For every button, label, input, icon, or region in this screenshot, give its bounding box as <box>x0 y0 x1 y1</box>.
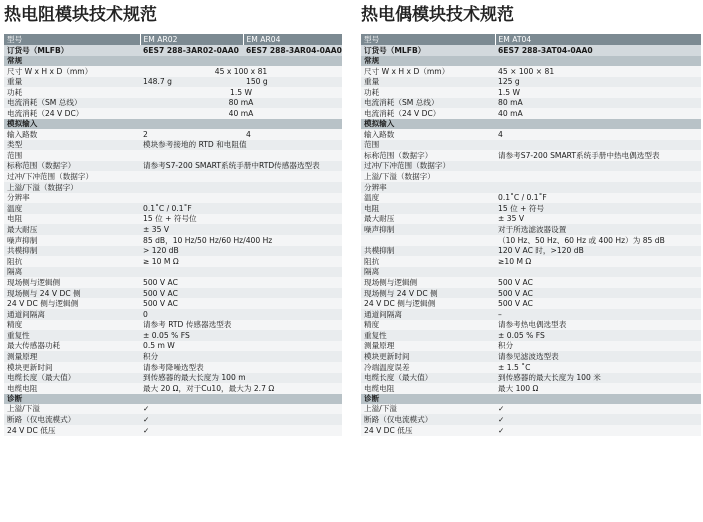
spec-label: 隔离 <box>4 267 140 278</box>
spec-label: 最大耐压 <box>4 224 140 235</box>
spec-value: 500 V AC <box>495 298 701 309</box>
spec-row <box>361 224 701 235</box>
spec-label: 电阻 <box>4 214 140 225</box>
spec-label: 通道间隔离 <box>361 309 495 320</box>
table-header-row <box>361 34 701 45</box>
spec-label: 重复性 <box>4 330 140 341</box>
order-label: 订货号（MLFB） <box>4 45 140 56</box>
spec-row <box>4 383 342 394</box>
spec-label: 分辨率 <box>361 182 495 193</box>
spec-value: 45 x 100 x 81 <box>140 66 342 77</box>
spec-label: 电流消耗（24 V DC） <box>4 108 140 119</box>
section-header <box>361 394 701 404</box>
spec-label: 上溢/下溢 <box>361 404 495 415</box>
model-at04: EM AT04 <box>495 34 701 45</box>
spec-row <box>4 373 342 384</box>
spec-value: 请参考S7-200 SMART系统手册中热电偶选型表 <box>495 150 701 161</box>
spec-row <box>361 341 701 352</box>
spec-value-ar02: 148.7 g <box>140 77 243 88</box>
spec-row <box>361 373 701 384</box>
spec-label: 现场侧与 24 V DC 侧 <box>4 288 140 299</box>
spec-row <box>361 288 701 299</box>
spec-value <box>495 161 701 172</box>
spec-row <box>4 267 342 278</box>
spec-label: 标称范围（数据字） <box>4 161 140 172</box>
spec-value: ✓ <box>140 404 342 415</box>
spec-value: 125 g <box>495 77 701 88</box>
spec-value <box>140 267 342 278</box>
spec-value: – <box>495 309 701 320</box>
spec-label: 功耗 <box>4 87 140 98</box>
spec-label: 模块更新时间 <box>361 351 495 362</box>
section-title: 模拟输入 <box>4 119 342 129</box>
spec-row <box>361 98 701 109</box>
spec-label: 重复性 <box>361 330 495 341</box>
spec-row <box>4 66 342 77</box>
spec-row <box>4 150 342 161</box>
spec-value: 40 mA <box>495 108 701 119</box>
spec-row <box>361 414 701 425</box>
spec-row <box>361 277 701 288</box>
header-label: 型号 <box>361 34 495 45</box>
thermocouple-spec-table <box>361 34 701 436</box>
spec-value: 1.5 W <box>140 87 342 98</box>
spec-row <box>361 108 701 119</box>
spec-label: 模块更新时间 <box>4 362 140 373</box>
spec-label: 现场侧与 24 V DC 侧 <box>361 288 495 299</box>
spec-value: > 120 dB <box>140 246 342 257</box>
section-header <box>361 56 701 66</box>
spec-row-continued <box>361 235 701 246</box>
spec-value: 500 V AC <box>495 277 701 288</box>
spec-value: 80 mA <box>140 98 342 109</box>
spec-label: 范围 <box>4 150 140 161</box>
spec-label: 分辨率 <box>4 193 140 204</box>
spec-label: 测量原理 <box>4 351 140 362</box>
spec-row <box>361 182 701 193</box>
spec-row <box>4 77 342 88</box>
spec-label: 输入路数 <box>4 129 140 140</box>
spec-value: ± 1.5 ˚C <box>495 362 701 373</box>
spec-label: 电阻 <box>361 203 495 214</box>
spec-label: 温度 <box>361 193 495 204</box>
spec-label: 共模抑制 <box>4 246 140 257</box>
spec-value: ✓ <box>140 425 342 436</box>
spec-row <box>361 140 701 151</box>
spec-label: 重量 <box>4 77 140 88</box>
spec-value: 4 <box>495 129 701 140</box>
spec-value: 对于所选滤波器设置 <box>495 224 701 235</box>
spec-label: 电缆电阻 <box>361 383 495 394</box>
thermocouple-spec-title: 热电偶模块技术规范 <box>361 5 514 25</box>
spec-label: 现场侧与逻辑侧 <box>4 277 140 288</box>
spec-label: 上溢/下溢（数据字） <box>4 182 140 193</box>
spec-row <box>361 129 701 140</box>
section-title: 常规 <box>361 56 701 66</box>
spec-value: ± 35 V <box>495 214 701 225</box>
spec-row <box>361 320 701 331</box>
order-number-row <box>4 45 342 56</box>
spec-label: 冷端温度误差 <box>361 362 495 373</box>
spec-label: 阻抗 <box>4 256 140 267</box>
spec-label: 上溢/下溢（数据字） <box>361 171 495 182</box>
spec-row <box>361 256 701 267</box>
model-ar04: EM AR04 <box>243 34 342 45</box>
spec-value: ≥ 10 M Ω <box>140 256 342 267</box>
spec-value: ± 0.05 % FS <box>140 330 342 341</box>
spec-row <box>4 330 342 341</box>
spec-label: 过冲/下冲范围（数据字） <box>361 161 495 172</box>
spec-row <box>4 404 342 415</box>
spec-label: 测量原理 <box>361 341 495 352</box>
spec-row <box>4 309 342 320</box>
spec-value <box>140 171 342 182</box>
spec-value <box>495 267 701 278</box>
spec-value: 到传感器的最大长度为 100 m <box>140 373 342 384</box>
spec-row <box>4 193 342 204</box>
spec-label: 现场侧与逻辑侧 <box>361 277 495 288</box>
spec-value: 500 V AC <box>140 277 342 288</box>
section-title: 诊断 <box>4 394 342 404</box>
spec-label: 类型 <box>4 140 140 151</box>
spec-value: 最大 100 Ω <box>495 383 701 394</box>
spec-value: 请参考热电偶选型表 <box>495 320 701 331</box>
spec-label: 过冲/下冲范围（数据字） <box>4 171 140 182</box>
spec-label: 上溢/下溢 <box>4 404 140 415</box>
rtd-spec-title: 热电阻模块技术规范 <box>4 5 157 25</box>
spec-row <box>361 66 701 77</box>
spec-label: 最大耐压 <box>361 214 495 225</box>
spec-label: 24 V DC 低压 <box>4 425 140 436</box>
spec-row <box>4 129 342 140</box>
spec-value: 120 V AC 时，>120 dB <box>495 246 701 257</box>
header-label: 型号 <box>4 34 140 45</box>
spec-row <box>4 214 342 225</box>
spec-label: 电缆长度（最大值） <box>361 373 495 384</box>
spec-row <box>361 214 701 225</box>
spec-value <box>495 140 701 151</box>
spec-row <box>361 383 701 394</box>
spec-label: 阻抗 <box>361 256 495 267</box>
spec-value: ± 0.05 % FS <box>495 330 701 341</box>
spec-label: 噪声抑制 <box>4 235 140 246</box>
section-header <box>4 119 342 129</box>
spec-label: 重量 <box>361 77 495 88</box>
spec-label: 功耗 <box>361 87 495 98</box>
section-title: 诊断 <box>361 394 701 404</box>
spec-row <box>4 203 342 214</box>
spec-value <box>140 193 342 204</box>
spec-label: 标称范围（数据字） <box>361 150 495 161</box>
spec-value-continued: （10 Hz、50 Hz、60 Hz 或 400 Hz）为 85 dB <box>495 235 701 246</box>
spec-value <box>140 150 342 161</box>
model-ar02: EM AR02 <box>140 34 243 45</box>
spec-label: 电缆长度（最大值） <box>4 373 140 384</box>
spec-value: ✓ <box>495 425 701 436</box>
spec-label: 电流消耗（SM 总线） <box>4 98 140 109</box>
spec-value: 0.5 m W <box>140 341 342 352</box>
spec-label: 24 V DC 低压 <box>361 425 495 436</box>
spec-row <box>4 161 342 172</box>
spec-row <box>361 161 701 172</box>
spec-value: 最大 20 Ω，对于Cu10，最大为 2.7 Ω <box>140 383 342 394</box>
spec-value: 500 V AC <box>140 288 342 299</box>
spec-label: 断路（仅电流模式） <box>361 414 495 425</box>
spec-label: 温度 <box>4 203 140 214</box>
spec-value: ≥10 M Ω <box>495 256 701 267</box>
spec-value: 请参考 RTD 传感器选型表 <box>140 320 342 331</box>
spec-value <box>140 182 342 193</box>
spec-value: ✓ <box>495 404 701 415</box>
order-number-row <box>361 45 701 56</box>
spec-label: 断路（仅电流模式） <box>4 414 140 425</box>
spec-value: 85 dB，10 Hz/50 Hz/60 Hz/400 Hz <box>140 235 342 246</box>
spec-value: 请参考S7-200 SMART系统手册中RTD传感器选型表 <box>140 161 342 172</box>
spec-value: ✓ <box>140 414 342 425</box>
spec-value: ✓ <box>495 414 701 425</box>
spec-value <box>495 171 701 182</box>
spec-label: 24 V DC 侧与逻辑侧 <box>361 298 495 309</box>
spec-label: 隔离 <box>361 267 495 278</box>
spec-value: 500 V AC <box>495 288 701 299</box>
spec-row <box>4 351 342 362</box>
spec-row <box>361 171 701 182</box>
spec-label: 共模抑制 <box>361 246 495 257</box>
section-header <box>4 56 342 66</box>
spec-value: 积分 <box>140 351 342 362</box>
spec-value: 0.1˚C / 0.1˚F <box>495 193 701 204</box>
spec-row <box>4 288 342 299</box>
spec-value: ± 35 V <box>140 224 342 235</box>
spec-value: 请参考降噪选型表 <box>140 362 342 373</box>
spec-row <box>4 98 342 109</box>
spec-value: 40 mA <box>140 108 342 119</box>
spec-row <box>4 171 342 182</box>
spec-row <box>361 351 701 362</box>
spec-label: 精度 <box>4 320 140 331</box>
spec-value: 80 mA <box>495 98 701 109</box>
spec-row <box>361 87 701 98</box>
spec-row <box>361 203 701 214</box>
spec-row <box>361 150 701 161</box>
spec-row <box>4 414 342 425</box>
spec-value: 积分 <box>495 341 701 352</box>
spec-row <box>4 298 342 309</box>
order-ar02: 6ES7 288-3AR02-0AA0 <box>140 45 243 56</box>
spec-value: 15 位 + 符号位 <box>140 214 342 225</box>
spec-row <box>361 404 701 415</box>
spec-label: 通道间隔离 <box>4 309 140 320</box>
spec-label: 电流消耗（24 V DC） <box>361 108 495 119</box>
spec-value: 500 V AC <box>140 298 342 309</box>
spec-row <box>4 341 342 352</box>
spec-label-empty <box>361 235 495 246</box>
spec-row <box>361 362 701 373</box>
spec-row <box>4 224 342 235</box>
spec-row <box>361 193 701 204</box>
section-title: 模拟输入 <box>361 119 701 129</box>
thermocouple-spec-panel <box>361 0 701 436</box>
spec-value <box>495 182 701 193</box>
spec-row <box>4 140 342 151</box>
spec-row <box>4 108 342 119</box>
spec-row <box>4 182 342 193</box>
section-title: 常规 <box>4 56 342 66</box>
spec-value: 0 <box>140 309 342 320</box>
spec-label: 噪声抑制 <box>361 224 495 235</box>
spec-value: 15 位 + 符号 <box>495 203 701 214</box>
rtd-spec-table <box>4 34 342 436</box>
spec-label: 电缆电阻 <box>4 383 140 394</box>
spec-value: 45 × 100 × 81 <box>495 66 701 77</box>
table-header-row <box>4 34 342 45</box>
spec-row <box>4 256 342 267</box>
spec-value-ar02: 2 <box>140 129 243 140</box>
spec-row <box>4 277 342 288</box>
spec-row <box>361 330 701 341</box>
spec-label: 尺寸 W x H x D（mm） <box>361 66 495 77</box>
spec-value-ar04: 4 <box>243 129 342 140</box>
spec-value: 请参见滤波选型表 <box>495 351 701 362</box>
spec-value-ar04: 150 g <box>243 77 342 88</box>
spec-row <box>4 87 342 98</box>
rtd-spec-panel <box>4 0 342 436</box>
spec-row <box>4 235 342 246</box>
spec-row <box>361 77 701 88</box>
spec-label: 电流消耗（SM 总线） <box>361 98 495 109</box>
spec-row <box>4 320 342 331</box>
spec-label: 尺寸 W x H x D（mm） <box>4 66 140 77</box>
spec-value: 1.5 W <box>495 87 701 98</box>
order-at04: 6ES7 288-3AT04-0AA0 <box>495 45 701 56</box>
spec-row <box>361 298 701 309</box>
spec-row <box>4 362 342 373</box>
order-ar04: 6ES7 288-3AR04-0AA0 <box>243 45 342 56</box>
spec-label: 输入路数 <box>361 129 495 140</box>
spec-label: 24 V DC 侧与逻辑侧 <box>4 298 140 309</box>
section-header <box>361 119 701 129</box>
spec-row <box>361 309 701 320</box>
spec-row <box>361 246 701 257</box>
spec-value: 0.1˚C / 0.1˚F <box>140 203 342 214</box>
section-header <box>4 394 342 404</box>
spec-label: 范围 <box>361 140 495 151</box>
spec-label: 最大传感器功耗 <box>4 341 140 352</box>
spec-row <box>4 246 342 257</box>
spec-value: 到传感器的最大长度为 100 米 <box>495 373 701 384</box>
spec-value: 模块参考接地的 RTD 和电阻值 <box>140 140 342 151</box>
spec-row <box>361 425 701 436</box>
spec-label: 精度 <box>361 320 495 331</box>
spec-row <box>4 425 342 436</box>
order-label: 订货号（MLFB） <box>361 45 495 56</box>
spec-row <box>361 267 701 278</box>
